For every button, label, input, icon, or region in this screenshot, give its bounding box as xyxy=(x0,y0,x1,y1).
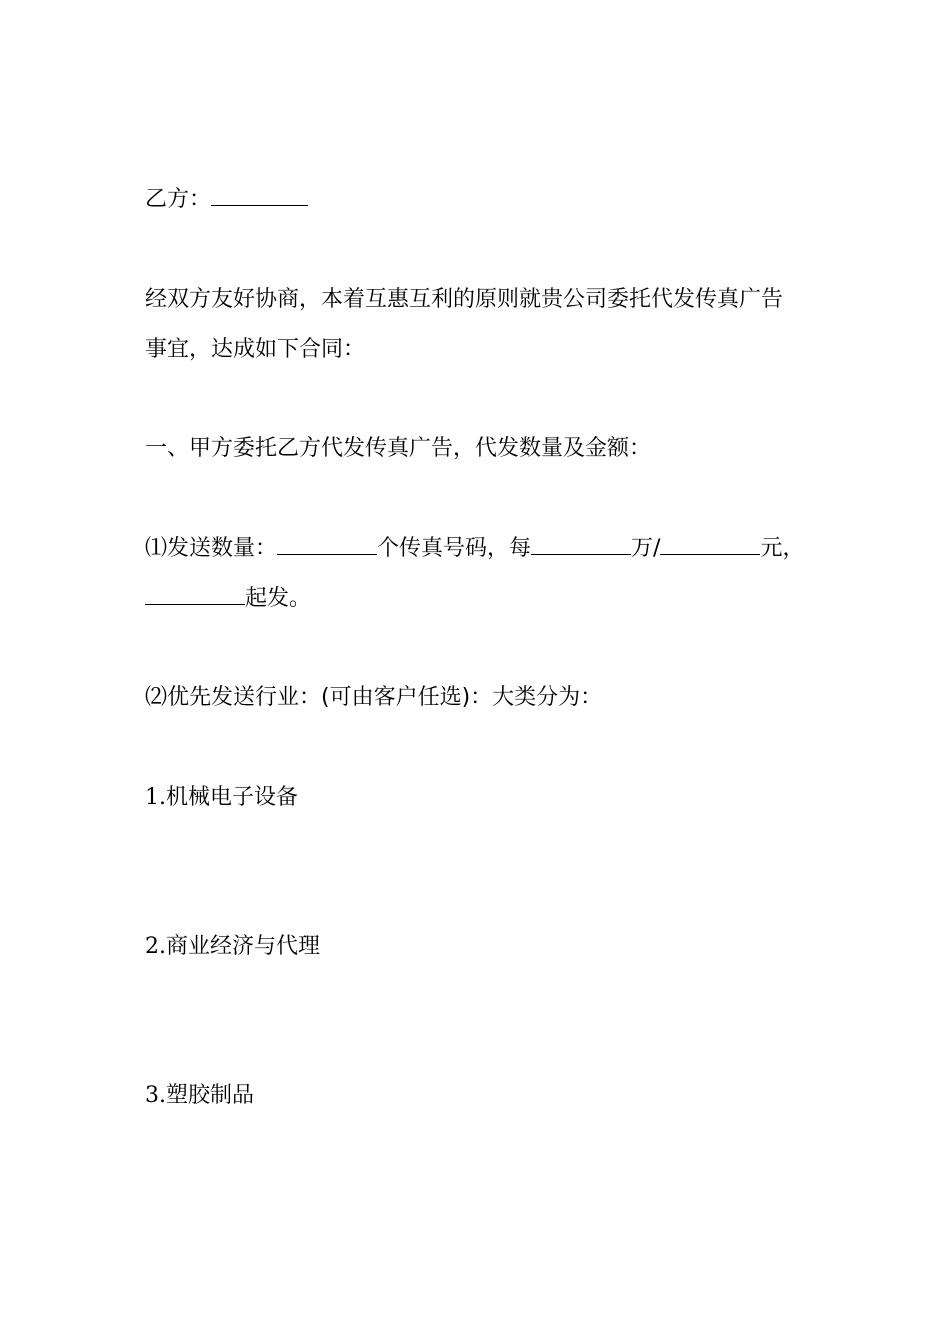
per-count-blank xyxy=(531,536,631,555)
item-1-text-b: 万/ xyxy=(631,536,661,561)
price-blank xyxy=(660,536,760,555)
quantity-blank xyxy=(277,536,377,555)
intro-line-2: 事宜，达成如下合同： xyxy=(145,337,366,362)
item-2-number: ⑵ xyxy=(145,685,168,710)
category-label: 塑胶制品 xyxy=(166,1083,255,1108)
item-2-line xyxy=(145,684,602,712)
category-number: 3. xyxy=(145,1083,166,1108)
item-1-label: 发送数量： xyxy=(167,536,278,561)
item-1-text-a: 个传真号码，每 xyxy=(377,536,532,561)
item-1-text-d: 起发。 xyxy=(245,586,312,611)
item-1-text-c: 元， xyxy=(760,536,805,561)
party-b-label: 乙方： xyxy=(145,187,212,212)
party-b-blank xyxy=(211,187,308,206)
category-item-1 xyxy=(145,784,298,812)
item-2-text: 优先发送行业：(可由客户任选)：大类分为： xyxy=(167,685,603,710)
category-number: 2. xyxy=(145,934,166,959)
category-label: 商业经济与代理 xyxy=(166,934,321,959)
item-1-line-2 xyxy=(145,585,311,613)
party-b-line xyxy=(145,186,308,214)
item-1-number: ⑴ xyxy=(145,536,168,561)
category-number: 1. xyxy=(145,785,166,810)
intro-line-1: 经双方友好协商，本着互惠互利的原则就贵公司委托代发传真广告 xyxy=(145,287,784,312)
category-label: 机械电子设备 xyxy=(166,785,299,810)
minimum-blank xyxy=(145,586,245,605)
category-item-3 xyxy=(145,1082,254,1110)
section-1-heading: 一、甲方委托乙方代发传真广告，代发数量及金额： xyxy=(145,436,652,461)
item-1-line-1 xyxy=(145,535,804,563)
category-item-2 xyxy=(145,933,320,961)
